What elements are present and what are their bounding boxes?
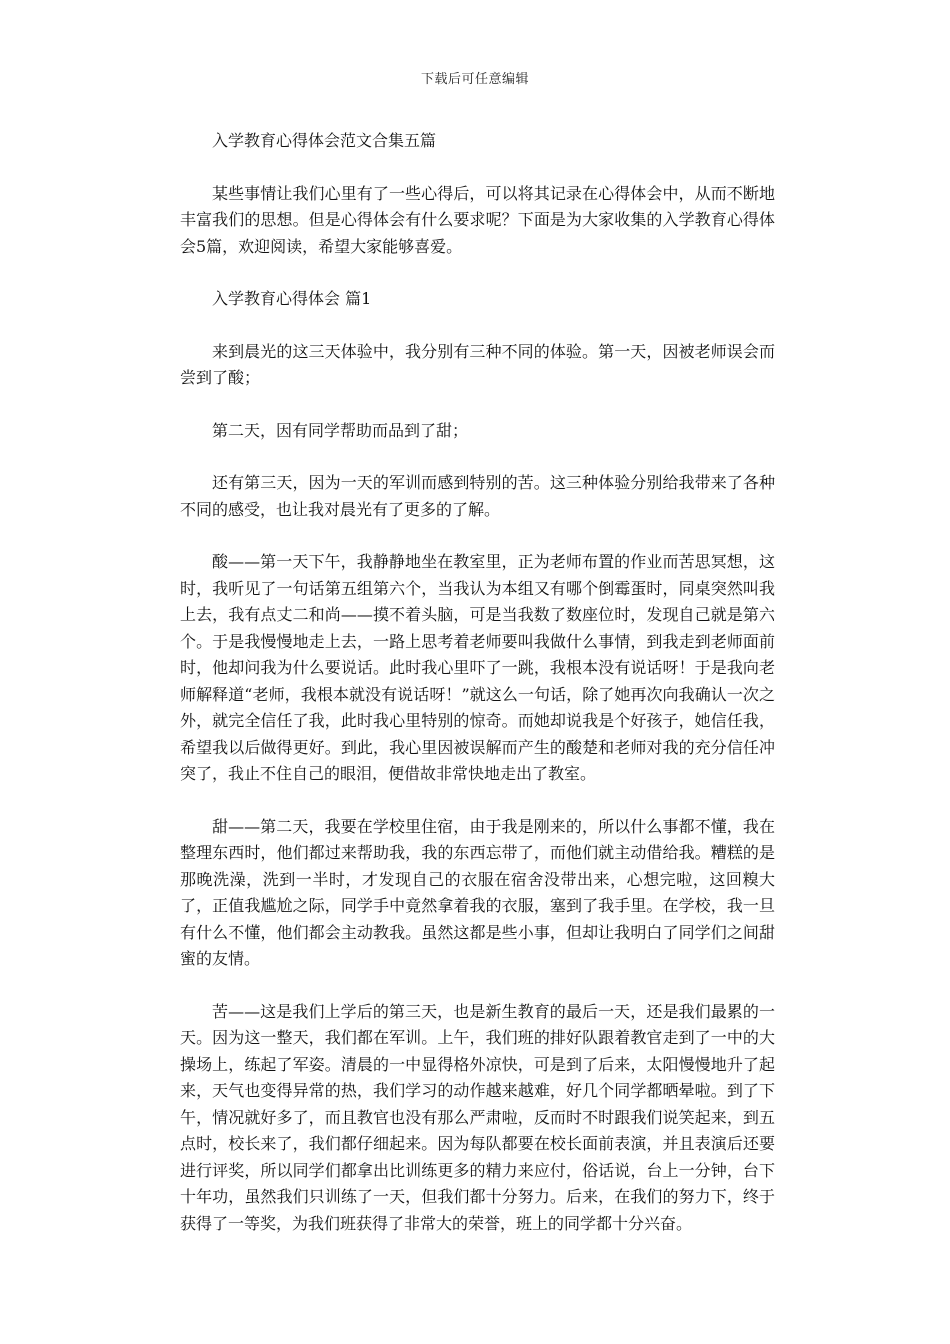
document-title: 入学教育心得体会范文合集五篇 bbox=[212, 131, 437, 150]
document-body bbox=[180, 128, 775, 1263]
paragraph-bitter: 苦——这是我们上学后的第三天，也是新生教育的最后一天，还是我们最累的一天。因为这一整天，我们都在军训。上午，我们班的排好队跟着教官走到了一中的大操场上，练起了军姿。清晨的一中显得格外凉快，可是到了后来，太阳慢慢地升了起来，天气也变得异常的热，我们学习的动作越来越难，好几个同学都晒晕啦。到了下午，情况就好多了，而且教官也没有那么严肃啦，反而时不时跟我们说笑起来，到五点时，校长来了，我们都仔细起来。因为每队都要在校长面前表演，并且表演后还要进行评奖，所以同学们都拿出比训练更多的精力来应付，俗话说，台上一分钟，台下十年功，虽然我们只训练了一天，但我们都十分努力。后来，在我们的努力下，终于获得了一等奖，为我们班获得了非常大的荣誉，班上的同学都十分兴奋。 bbox=[180, 1001, 775, 1233]
paragraph: 还有第三天，因为一天的军训而感到特别的苦。这三种体验分别给我带来了各种不同的感受，也让我对晨光有了更多的了解。 bbox=[180, 473, 775, 519]
intro-paragraph: 某些事情让我们心里有了一些心得后，可以将其记录在心得体会中，从而不断地丰富我们的思想。但是心得体会有什么要求呢？下面是为大家收集的入学教育心得体会5篇，欢迎阅读，希望大家能够喜爱。 bbox=[180, 183, 775, 256]
download-note: 下载后可任意编辑 bbox=[420, 72, 529, 87]
paragraph: 来到晨光的这三天体验中，我分别有三种不同的体验。第一天，因被老师误会而尝到了酸； bbox=[180, 341, 775, 387]
paragraph: 第二天，因有同学帮助而品到了甜； bbox=[212, 420, 469, 440]
paragraph-sour: 酸——第一天下午，我静静地坐在教室里，正为老师布置的作业而苦思冥想，这时，我听见了一句话第五组第六个，当我认为本组又有哪个倒霉蛋时，同桌突然叫我上去，我有点丈二和尚——摸不着头脑，可是当我数了数座位时，发现自己就是第六个。于是我慢慢地走上去，一路上思考着老师要叫我做什么事情，到我走到老师面前时，他却问我为什么要说话。此时我心里吓了一跳，我根本没有说话呀！于是我向老师解释道“老师，我根本就没有说话呀！”就这么一句话，除了她再次向我确认一次之外，就完全信任了我，此时我心里特别的惊奇。而她却说我是个好孩子，她信任我，希望我以后做得更好。到此，我心里因被误解而产生的酸楚和老师对我的充分信任冲突了，我止不住自己的眼泪，便借故非常快地走出了教室。 bbox=[180, 552, 775, 783]
paragraph-sweet: 甜——第二天，我要在学校里住宿，由于我是刚来的，所以什么事都不懂，我在整理东西时，他们都过来帮助我，我的东西忘带了，而他们就主动借给我。糟糕的是那晚洗澡，洗到一半时，才发现自己的衣服在宿舍没带出来，心想完啦，这回糗大了，正值我尴尬之际，同学手中竟然拿着我的衣服，塞到了我手里。在学校，我一旦有什么不懂，他们都会主动教我。虽然这都是些小事，但却让我明白了同学们之间甜蜜的友情。 bbox=[180, 816, 775, 968]
section-heading: 入学教育心得体会 篇1 bbox=[212, 289, 372, 308]
